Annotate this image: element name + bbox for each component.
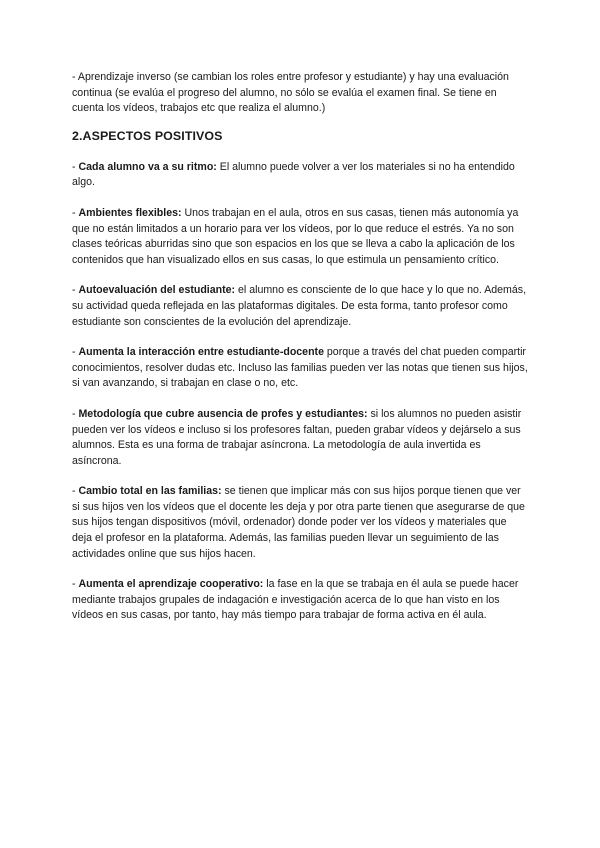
item-title: Ambientes flexibles: (78, 206, 182, 219)
item-text: porque a través del chat pueden compartir conocimientos, resolver dudas etc. Incluso las familias pueden ver las notas que tienen sus hijos, si van avanzando, si trabajan en clase o no, etc. (72, 346, 528, 390)
list-item-interaccion (72, 345, 528, 392)
item-text: si los alumnos no pueden asistir pueden ver los vídeos e incluso si los profesores faltan, pueden grabar vídeos y dejárselo a sus alumnos. Esta es una forma de trabajar asíncrona. La metodología de aula invertida es asíncrona. (72, 407, 522, 467)
item-text: el alumno es consciente de lo que hace y lo que no. Además, su actividad queda reflejada en las plataformas digitales. De esta forma, tanto profesor como estudiante son conscientes de la evolución del aprendizaje. (72, 284, 527, 328)
item-text: Unos trabajan en el aula, otros en sus casas, tienen más autonomía ya que no están limitados a un horario para ver los vídeos, por lo que reduce el estrés. Ya no son clases teóricas aburridas sino que son espacios en los que se lleva a cabo la aplicación de los contenidos que han visualizado ellos en sus casas, lo que estimula un pensamiento crítico. (72, 206, 519, 266)
item-prefix: - (72, 160, 79, 173)
list-item-autoevaluacion (72, 283, 528, 330)
item-title: Cada alumno va a su ritmo: (78, 160, 217, 173)
list-item-metodologia (72, 407, 528, 469)
list-item-ritmo (72, 160, 528, 191)
item-text: se tienen que implicar más con sus hijos porque tienen que ver si sus hijos ven los vídeos que el docente les deja y por otra parte tienen que asegurarse de que sus hijos tengan dispositivos (móvil, ordenador) donde poder ver los vídeos y materiales que deja el profesor en la plataforma. Además, las familias pueden llevar un seguimiento de las actividades online que sus hijos hacen. (72, 485, 525, 560)
item-prefix: - (72, 485, 79, 498)
item-prefix: - (72, 284, 79, 297)
item-prefix: - (72, 346, 79, 359)
item-text: El alumno puede volver a ver los materiales si no ha entendido algo. (72, 160, 515, 189)
item-prefix: - (72, 407, 79, 420)
item-prefix: - (72, 206, 79, 219)
item-title: Autoevaluación del estudiante: (78, 284, 236, 297)
list-item-cooperativo (72, 577, 528, 624)
item-title: Aumenta el aprendizaje cooperativo: (78, 578, 264, 591)
list-item-familias (72, 484, 528, 562)
item-title: Cambio total en las familias: (78, 485, 222, 498)
intro-paragraph: - Aprendizaje inverso (se cambian los roles entre profesor y estudiante) y hay una evaluación continua (se evalúa el progreso del alumno, no sólo se evalúa el examen final. Se tiene en cuenta los vídeos, trabajos etc que realiza el alumno.) (72, 71, 509, 115)
document-page (72, 70, 528, 639)
item-text: la fase en la que se trabaja en él aula se puede hacer mediante trabajos grupales de indagación e investigación acerca de lo que han visto en los vídeos en sus casas, por tanto, hay más tiempo para trabajar de forma activa en él aula. (72, 578, 519, 622)
list-item-ambientes (72, 206, 528, 268)
item-prefix: - (72, 578, 79, 591)
item-title: Aumenta la interacción entre estudiante-docente (78, 346, 324, 359)
item-title: Metodología que cubre ausencia de profes y estudiantes: (78, 407, 368, 420)
section-heading: 2.ASPECTOS POSITIVOS (72, 128, 223, 143)
